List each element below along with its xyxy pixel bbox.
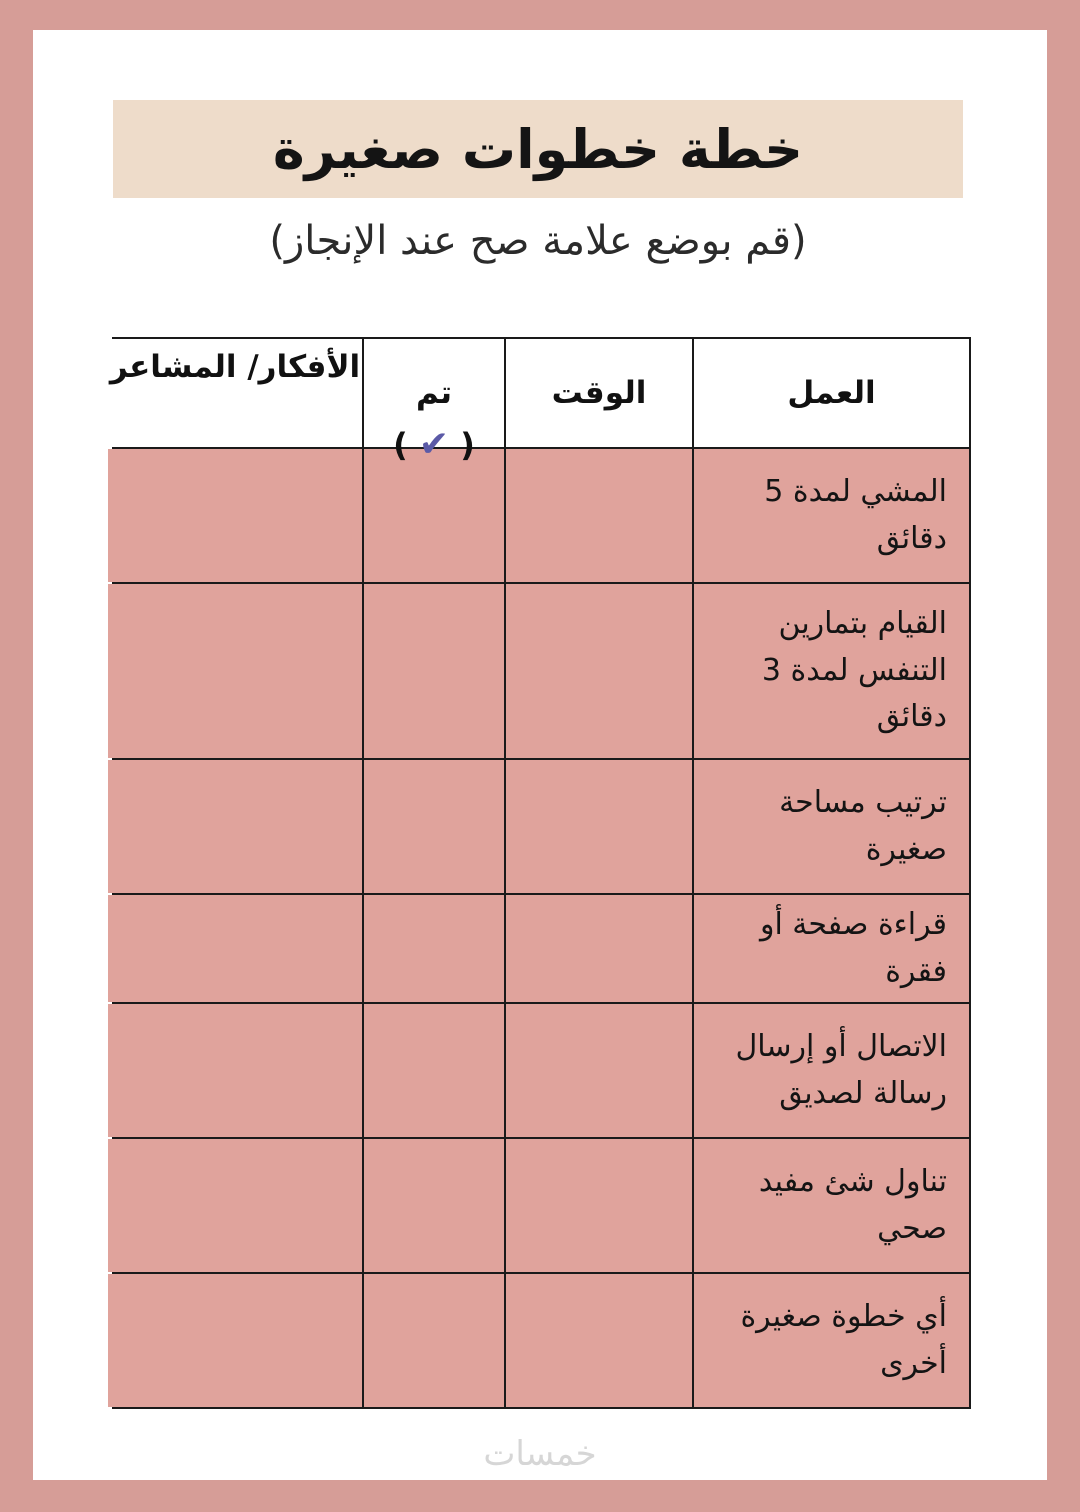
thoughts-cell	[108, 1004, 362, 1137]
time-cell	[506, 584, 692, 758]
thoughts-cell	[108, 449, 362, 582]
task-cell: ترتيب مساحة صغيرة	[694, 760, 969, 893]
paren-close: )	[393, 426, 408, 464]
done-cell	[364, 895, 504, 1002]
time-cell	[506, 1004, 692, 1137]
task-cell: أي خطوة صغيرة أخرى	[694, 1274, 969, 1407]
header-done	[364, 339, 504, 465]
task-cell: قراءة صفحة أو فقرة	[694, 895, 969, 1002]
header-time: الوقت	[506, 339, 692, 447]
paren-open: (	[460, 426, 475, 464]
thoughts-cell	[108, 584, 362, 758]
title-banner	[113, 100, 963, 198]
done-cell	[364, 584, 504, 758]
done-cell	[364, 1139, 504, 1272]
done-cell	[364, 1004, 504, 1137]
page-subtitle: (قم بوضع علامة صح عند الإنجاز)	[269, 218, 807, 264]
task-cell: الاتصال أو إرسال رسالة لصديق	[694, 1004, 969, 1137]
thoughts-cell	[108, 1274, 362, 1407]
page-title: خطة خطوات صغيرة	[272, 117, 804, 181]
done-cell	[364, 1274, 504, 1407]
page	[33, 30, 1047, 1480]
time-cell	[506, 1139, 692, 1272]
header-task: العمل	[694, 339, 969, 447]
watermark: خمسات	[483, 1434, 597, 1474]
thoughts-cell	[108, 1139, 362, 1272]
task-cell: تناول شئ مفيد صحي	[694, 1139, 969, 1272]
done-cell	[364, 449, 504, 582]
header-done-label: تم	[416, 375, 452, 411]
time-cell	[506, 449, 692, 582]
time-cell	[506, 895, 692, 1002]
done-cell	[364, 760, 504, 893]
header-thoughts: الأفكار/ المشاعر	[108, 339, 362, 447]
task-cell: المشي لمدة 5 دقائق	[694, 449, 969, 582]
thoughts-cell	[108, 760, 362, 893]
check-icon: ✔	[418, 424, 450, 465]
thoughts-cell	[108, 895, 362, 1002]
task-cell: القيام بتمارين التنفس لمدة 3 دقائق	[694, 584, 969, 758]
steps-table	[109, 337, 971, 1409]
check-mark-legend	[393, 424, 475, 465]
time-cell	[506, 1274, 692, 1407]
time-cell	[506, 760, 692, 893]
